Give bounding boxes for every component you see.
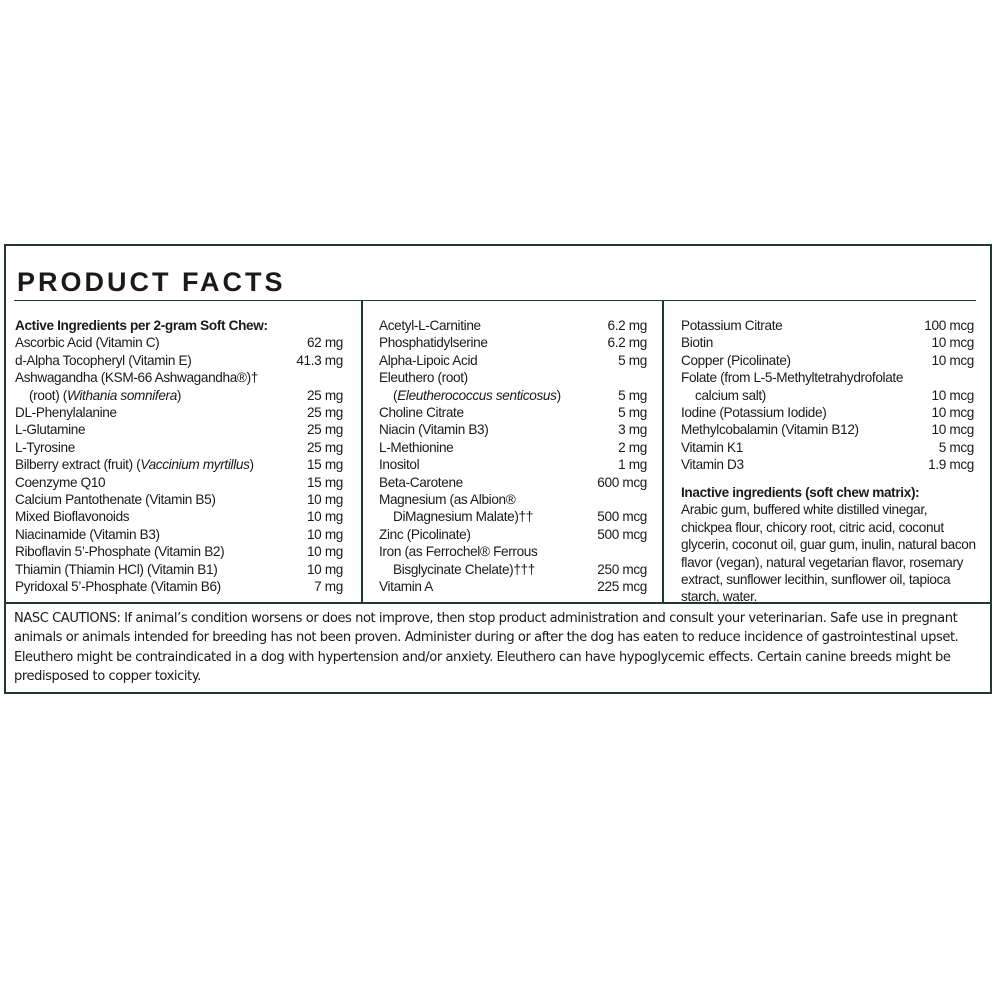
ingredient-name: Copper (Picolinate) bbox=[681, 352, 791, 368]
inactive-ingredients-header: Inactive ingredients (soft chew matrix): bbox=[681, 485, 920, 500]
ingredient-row bbox=[681, 387, 974, 404]
ingredient-name: L-Tyrosine bbox=[15, 439, 75, 455]
ingredient-amount: 10 mg bbox=[306, 492, 343, 508]
ingredient-name: Niacinamide (Vitamin B3) bbox=[15, 526, 160, 542]
ingredient-amount: 6.2 mg bbox=[607, 335, 647, 351]
ingredient-name: Vitamin D3 bbox=[681, 457, 744, 473]
latin-name: Eleutherococcus senticosus bbox=[397, 387, 557, 403]
ingredient-name: d-Alpha Tocopheryl (Vitamin E) bbox=[15, 352, 192, 368]
ingredient-row bbox=[681, 404, 974, 421]
ingredient-row bbox=[15, 526, 343, 543]
ingredient-row bbox=[681, 369, 974, 386]
ingredient-amount: 10 mg bbox=[306, 509, 343, 525]
ingredient-amount: 15 mg bbox=[306, 474, 343, 490]
ingredient-amount: 10 mcg bbox=[931, 335, 974, 351]
ingredient-row bbox=[379, 526, 647, 543]
ingredient-row bbox=[681, 352, 974, 369]
ingredient-name: Magnesium (as Albion® bbox=[379, 492, 516, 508]
ingredient-name: Iron (as Ferrochel® Ferrous bbox=[379, 544, 538, 560]
ingredient-amount: 10 mcg bbox=[931, 405, 974, 421]
ingredient-row bbox=[379, 369, 647, 386]
ingredient-name: Acetyl-L-Carnitine bbox=[379, 318, 481, 333]
ingredient-amount: 25 mg bbox=[306, 422, 343, 438]
panel-title: PRODUCT FACTS bbox=[17, 267, 286, 297]
title-rule bbox=[14, 300, 976, 301]
ingredient-name: Thiamin (Thiamin HCl) (Vitamin B1) bbox=[15, 561, 218, 577]
ingredient-row bbox=[681, 456, 974, 473]
ingredient-amount: 10 mg bbox=[306, 561, 343, 577]
ingredient-amount: 500 mcg bbox=[597, 509, 647, 525]
ingredient-row bbox=[681, 334, 974, 351]
ingredient-row bbox=[379, 404, 647, 421]
cautions-label: NASC CAUTIONS: bbox=[14, 611, 121, 626]
ingredient-row bbox=[681, 439, 974, 456]
ingredients-column-2 bbox=[379, 317, 647, 596]
ingredients-column-1 bbox=[15, 317, 343, 596]
inactive-ingredients-text: Arabic gum, buffered white distilled vinegar, chickpea flour, chicory root, citric acid, coconut glycerin, coconut oil, guar gum, inulin, natural bacon flavor (vegan), natural vegetarian flavor, rosemary extract, sunflower lecithin, sunflower oil, tapioca starch, water. bbox=[681, 502, 976, 605]
ingredient-name: Ashwagandha (KSM-66 Ashwagandha®)† bbox=[15, 370, 258, 386]
ingredient-name: Alpha-Lipoic Acid bbox=[379, 352, 478, 368]
ingredient-row bbox=[379, 317, 647, 334]
ingredient-amount: 25 mg bbox=[306, 439, 343, 455]
ingredient-row bbox=[379, 561, 647, 578]
ingredient-amount: 10 mcg bbox=[931, 422, 974, 438]
ingredient-name bbox=[15, 387, 307, 404]
ingredient-name-text: ) bbox=[556, 387, 561, 403]
ingredient-row bbox=[15, 404, 343, 421]
ingredient-row bbox=[379, 439, 647, 456]
ingredient-row bbox=[379, 334, 647, 351]
ingredient-amount: 5 mg bbox=[618, 387, 647, 403]
ingredient-row bbox=[15, 491, 343, 508]
ingredient-name-text: Bilberry extract (fruit) ( bbox=[15, 457, 141, 473]
ingredient-amount: 41.3 mg bbox=[296, 352, 343, 368]
ingredient-row bbox=[15, 421, 343, 438]
ingredient-amount: 2 mg bbox=[618, 439, 647, 455]
ingredient-amount: 62 mg bbox=[306, 335, 343, 351]
ingredient-amount: 100 mcg bbox=[924, 318, 974, 333]
ingredient-name: Riboflavin 5’-Phosphate (Vitamin B2) bbox=[15, 544, 225, 560]
ingredient-name: Folate (from L-5-Methyltetrahydrofolate bbox=[681, 370, 904, 386]
ingredient-row bbox=[15, 456, 343, 473]
ingredient-name: Beta-Carotene bbox=[379, 474, 463, 490]
ingredient-row bbox=[681, 421, 974, 438]
ingredient-amount: 500 mcg bbox=[597, 526, 647, 542]
ingredient-amount: 10 mcg bbox=[931, 352, 974, 368]
ingredient-amount: 10 mg bbox=[306, 544, 343, 560]
product-facts-panel bbox=[4, 244, 992, 694]
ingredient-name: Niacin (Vitamin B3) bbox=[379, 422, 489, 438]
ingredient-name: Vitamin A bbox=[379, 579, 434, 595]
ingredient-amount: 225 mcg bbox=[597, 579, 647, 595]
ingredient-row bbox=[379, 578, 647, 595]
ingredient-name: calcium salt) bbox=[695, 387, 766, 403]
ingredient-name: Phosphatidylserine bbox=[379, 335, 488, 351]
column-divider-1 bbox=[361, 300, 363, 602]
ingredient-name bbox=[379, 387, 618, 404]
ingredient-row bbox=[15, 352, 343, 369]
ingredient-row bbox=[379, 421, 647, 438]
ingredient-amount: 250 mcg bbox=[597, 561, 647, 577]
ingredient-amount: 15 mg bbox=[306, 457, 343, 473]
ingredient-name: Bisglycinate Chelate)††† bbox=[393, 561, 535, 577]
ingredient-row bbox=[15, 334, 343, 351]
ingredient-amount: 5 mg bbox=[618, 352, 647, 368]
ingredient-amount: 10 mcg bbox=[931, 387, 974, 403]
ingredient-amount: 1.9 mcg bbox=[928, 457, 974, 473]
ingredient-name: L-Glutamine bbox=[15, 422, 86, 438]
ingredient-row bbox=[15, 543, 343, 560]
ingredient-name: Ascorbic Acid (Vitamin C) bbox=[15, 335, 160, 351]
ingredient-name: Vitamin K1 bbox=[681, 439, 743, 455]
ingredient-name-text: ( bbox=[393, 387, 398, 403]
ingredient-name: Choline Citrate bbox=[379, 405, 464, 421]
ingredient-name: Eleuthero (root) bbox=[379, 370, 468, 386]
ingredient-row bbox=[15, 387, 343, 404]
ingredient-name: Zinc (Picolinate) bbox=[379, 526, 471, 542]
inactive-ingredients bbox=[681, 484, 976, 606]
ingredient-name-text: ) bbox=[176, 387, 182, 403]
ingredient-row bbox=[379, 508, 647, 525]
ingredient-amount: 7 mg bbox=[314, 579, 343, 595]
column-divider-2 bbox=[662, 300, 664, 602]
ingredient-amount: 25 mg bbox=[306, 405, 343, 421]
ingredient-row bbox=[15, 578, 343, 595]
ingredient-amount: 25 mg bbox=[306, 387, 343, 403]
ingredient-row bbox=[379, 543, 647, 560]
ingredient-row bbox=[379, 387, 647, 404]
ingredient-name: L-Methionine bbox=[379, 439, 454, 455]
latin-name: Withania somnifera bbox=[66, 387, 177, 403]
ingredient-name bbox=[15, 456, 307, 473]
ingredient-row bbox=[379, 491, 647, 508]
ingredient-name: Iodine (Potassium Iodide) bbox=[681, 405, 827, 421]
ingredient-row bbox=[15, 508, 343, 525]
ingredient-amount: 6.2 mg bbox=[607, 318, 647, 333]
ingredient-amount: 3 mg bbox=[618, 422, 647, 438]
cautions-text: If animal’s condition worsens or does not improve, then stop product administration and consult your veterinarian. Safe use in pregnant animals or animals intended for breeding has not been proven. Administer during or after the dog has eaten to reduce incidence of gastrointestinal upset. Eleuthero might be contraindicated in a dog with hypertension and/or anxiety. Eleuthero can have hypoglycemic effects. Certain canine breeds might be predisposed to copper toxicity. bbox=[14, 611, 959, 684]
ingredient-name: Calcium Pantothenate (Vitamin B5) bbox=[15, 492, 216, 508]
ingredient-row bbox=[379, 456, 647, 473]
ingredient-name-text: (root) ( bbox=[29, 387, 67, 403]
ingredient-name: Potassium Citrate bbox=[681, 318, 783, 333]
ingredients-column-3 bbox=[681, 317, 974, 474]
ingredient-row bbox=[15, 439, 343, 456]
ingredient-row bbox=[15, 561, 343, 578]
ingredient-name: Mixed Bioflavonoids bbox=[15, 509, 130, 525]
ingredient-name-text: ) bbox=[249, 457, 254, 473]
ingredient-name: Biotin bbox=[681, 335, 713, 351]
ingredient-row bbox=[15, 369, 343, 386]
ingredient-name: Methylcobalamin (Vitamin B12) bbox=[681, 422, 859, 438]
ingredient-amount: 1 mg bbox=[618, 457, 647, 473]
ingredient-amount: 5 mcg bbox=[938, 439, 974, 455]
ingredient-name: DL-Phenylalanine bbox=[15, 405, 117, 421]
ingredient-row bbox=[681, 317, 974, 334]
ingredient-name: Pyridoxal 5’-Phosphate (Vitamin B6) bbox=[15, 579, 221, 595]
ingredient-amount: 600 mcg bbox=[597, 474, 647, 490]
latin-name: Vaccinium myrtillus bbox=[140, 457, 250, 473]
ingredient-amount: 5 mg bbox=[618, 405, 647, 421]
ingredient-row bbox=[15, 474, 343, 491]
ingredient-row bbox=[379, 352, 647, 369]
ingredient-name: DiMagnesium Malate)†† bbox=[393, 509, 533, 525]
active-ingredients-header: Active Ingredients per 2-gram Soft Chew: bbox=[15, 318, 268, 333]
ingredient-amount: 10 mg bbox=[306, 526, 343, 542]
nasc-cautions bbox=[14, 609, 986, 686]
ingredient-row bbox=[379, 474, 647, 491]
ingredient-name: Coenzyme Q10 bbox=[15, 474, 106, 490]
ingredient-name: Inositol bbox=[379, 457, 420, 473]
